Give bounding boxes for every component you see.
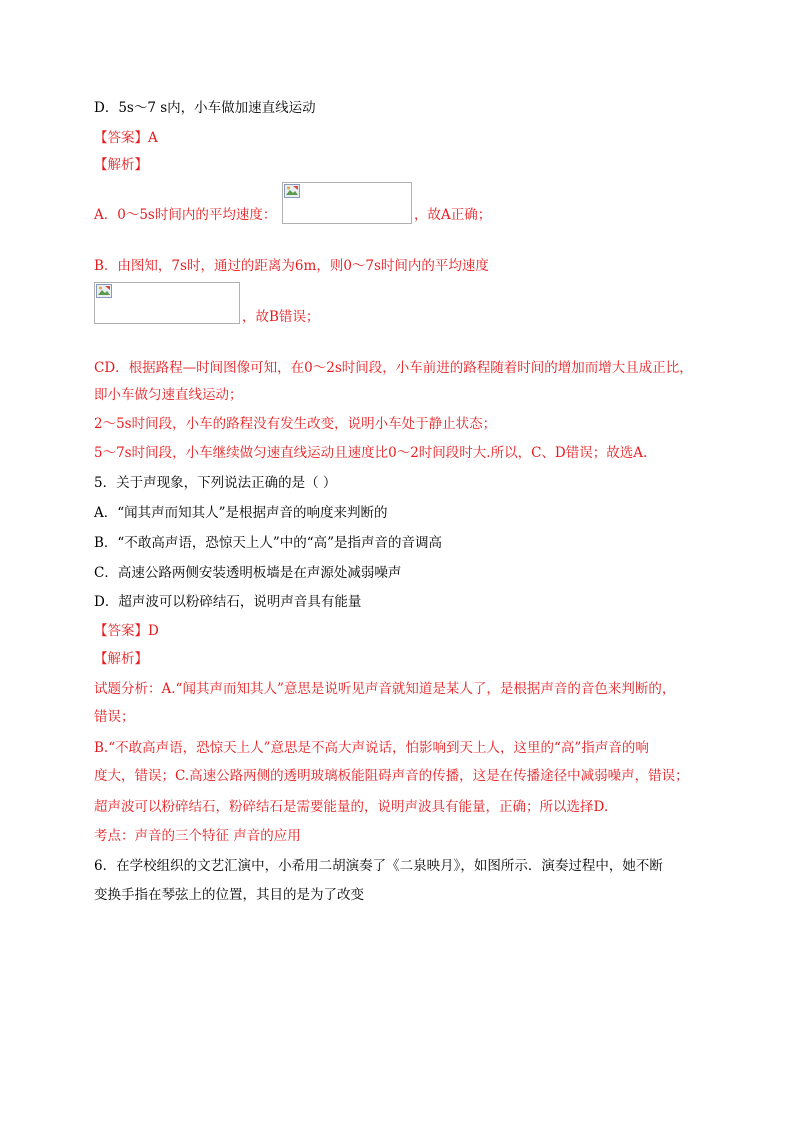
broken-image-icon [284, 184, 300, 198]
q5-analysis-4: 度大，错误；C.高速公路两侧的透明玻璃板能阻碍声音的传播，这是在传播途径中减弱噪声，错误； [94, 768, 689, 784]
q4-answer: 【答案】A [94, 130, 158, 146]
q5-stem: 5．关于声现象，下列说法正确的是（ ） [94, 475, 337, 491]
q5-answer: 【答案】D [94, 623, 159, 639]
q4-option-d: D．5s～7 s内，小车做加速直线运动 [94, 100, 316, 116]
q6-stem-2: 变换手指在琴弦上的位置，其目的是为了改变 [94, 887, 364, 903]
q4-analysis-cd-2: 即小车做匀速直线运动； [94, 387, 243, 403]
q4-analysis-cd-4: 5～7s时间段，小车继续做匀速直线运动且速度比0～2时间段时大.所以，C、D错误；故选A. [94, 445, 648, 461]
formula-image-b [94, 282, 240, 324]
q5-option-d: D．超声波可以粉碎结石，说明声音具有能量 [94, 594, 362, 610]
q5-kaodian: 考点：声音的三个特征 声音的应用 [94, 828, 301, 844]
q4-analysis-b: B．由图知，7s时，通过的距离为6m，则0～7s时间内的平均速度 [94, 258, 489, 274]
q5-option-b: B．“不敢高声语，恐惊天上人”中的“高”是指声音的音调高 [94, 535, 443, 551]
q4-analysis-cd-1: CD．根据路程—时间图像可知，在0～2s时间段，小车前进的路程随着时间的增加而增大且成正比， [94, 360, 693, 376]
q4-analysis-label: 【解析】 [94, 157, 148, 173]
q5-analysis-3: B.“不敢高声语，恐惊天上人”意思是不高大声说话，怕影响到天上人，这里的“高”指声音的响 [94, 740, 649, 756]
q5-analysis-2: 错误； [94, 709, 135, 725]
q5-analysis-label: 【解析】 [94, 651, 148, 667]
q5-option-c: C．高速公路两侧安装透明板墙是在声源处减弱噪声 [94, 565, 402, 581]
broken-image-icon [96, 284, 112, 298]
q4-analysis-b-suffix: ，故B错误； [242, 309, 320, 325]
q6-stem-1: 6．在学校组织的文艺汇演中，小希用二胡演奏了《二泉映月》，如图所示．演奏过程中，她不断 [94, 858, 663, 874]
q4-analysis-a: A．0～5s时间内的平均速度： [94, 207, 277, 223]
formula-image-a [282, 182, 412, 224]
q5-analysis-5: 超声波可以粉碎结石，粉碎结石是需要能量的，说明声波具有能量，正确；所以选择D. [94, 799, 609, 815]
q5-analysis-1: 试题分析：A.“闻其声而知其人”意思是说听见声音就知道是某人了，是根据声音的音色来判断的， [94, 681, 676, 697]
q4-analysis-a-suffix: ，故A正确； [414, 207, 492, 223]
q5-option-a: A．“闻其声而知其人”是根据声音的响度来判断的 [94, 505, 388, 521]
q4-analysis-cd-3: 2～5s时间段，小车的路程没有发生改变，说明小车处于静止状态； [94, 416, 497, 432]
